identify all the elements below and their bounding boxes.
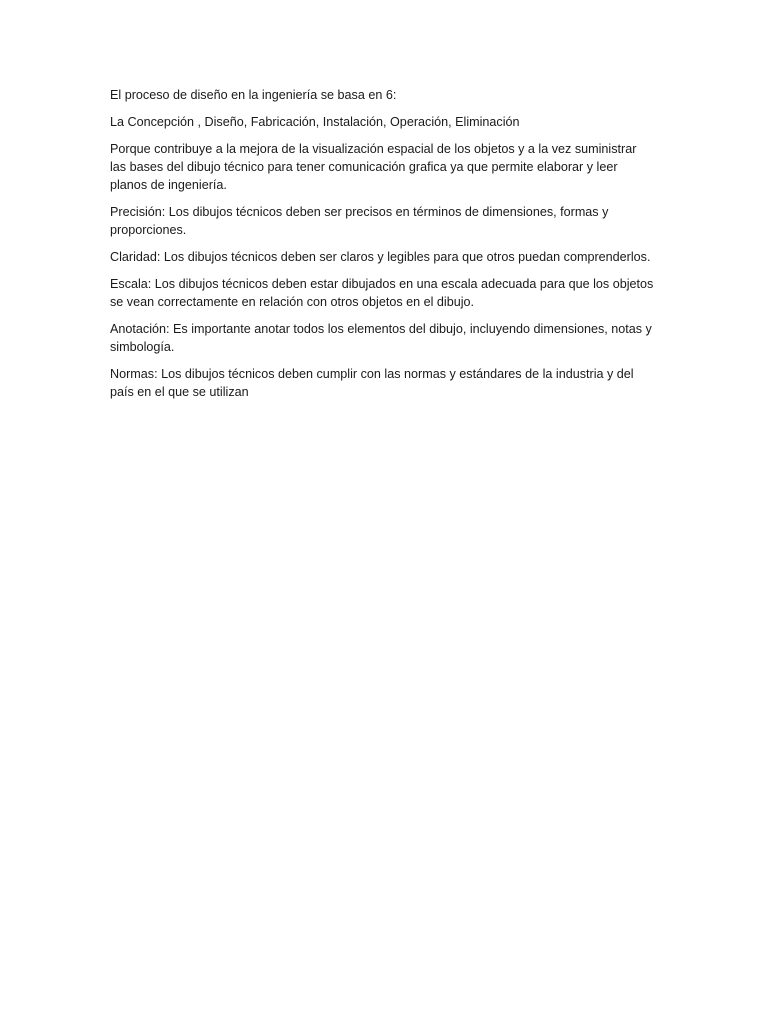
paragraph-precision: Precisión: Los dibujos técnicos deben ser precisos en términos de dimensiones, formas y proporciones. <box>110 205 609 237</box>
paragraph-annotation: Anotación: Es importante anotar todos los elementos del dibujo, incluyendo dimensiones, notas y simbología. <box>110 322 652 354</box>
paragraph-reason: Porque contribuye a la mejora de la visualización espacial de los objetos y a la vez suministrar las bases del dibujo técnico para tener comunicación grafica ya que permite elaborar y leer planos de ingeniería. <box>110 142 637 192</box>
document-body <box>110 86 655 410</box>
paragraph-intro: El proceso de diseño en la ingeniería se basa en 6: <box>110 88 397 102</box>
paragraph-clarity: Claridad: Los dibujos técnicos deben ser claros y legibles para que otros puedan comprenderlos. <box>110 250 651 264</box>
paragraph-scale: Escala: Los dibujos técnicos deben estar dibujados en una escala adecuada para que los objetos se vean correctamente en relación con otros objetos en el dibujo. <box>110 277 654 309</box>
paragraph-standards: Normas: Los dibujos técnicos deben cumplir con las normas y estándares de la industria y del país en el que se utilizan <box>110 367 634 399</box>
paragraph-stages: La Concepción , Diseño, Fabricación, Instalación, Operación, Eliminación <box>110 115 520 129</box>
